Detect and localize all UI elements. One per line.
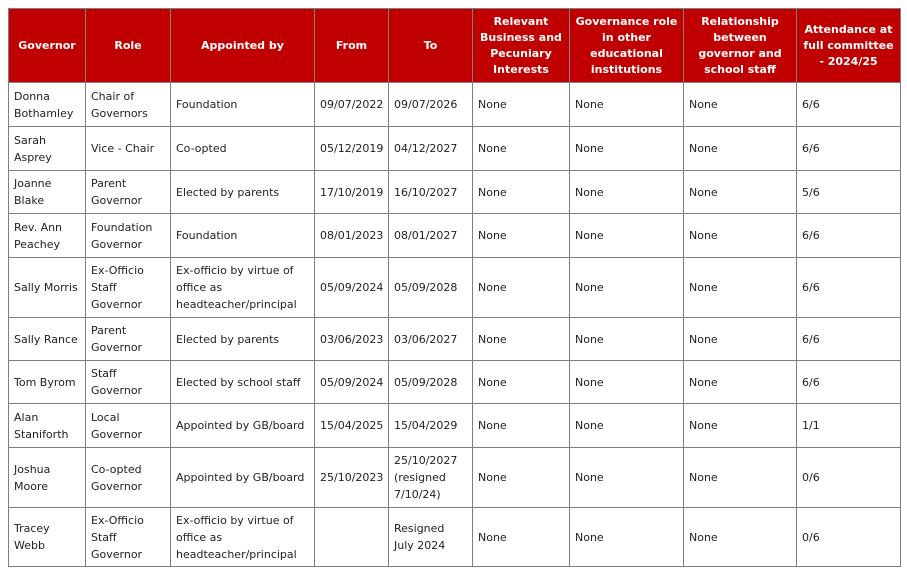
cell-role: Ex-Officio Staff Governor: [86, 258, 171, 318]
table-row: [9, 448, 901, 508]
cell-governor: Sally Rance: [9, 318, 86, 361]
table-row: [9, 318, 901, 361]
cell-role: Vice - Chair: [86, 127, 171, 171]
cell-governor: Tom Byrom: [9, 361, 86, 404]
cell-governor: Sally Morris: [9, 258, 86, 318]
cell-governance-role: None: [570, 127, 684, 171]
cell-business-interests: None: [473, 508, 570, 567]
cell-appointed-by: Ex-officio by virtue of office as headteacher/principal: [171, 258, 315, 318]
table-row: [9, 83, 901, 127]
table-row: [9, 127, 901, 171]
cell-governor: Sarah Asprey: [9, 127, 86, 171]
cell-governor: Joshua Moore: [9, 448, 86, 508]
cell-business-interests: None: [473, 318, 570, 361]
cell-to: 25/10/2027 (resigned 7/10/24): [389, 448, 473, 508]
cell-attendance: 6/6: [797, 214, 901, 258]
header-governor: Governor: [9, 9, 86, 83]
cell-to: Resigned July 2024: [389, 508, 473, 567]
header-role: Role: [86, 9, 171, 83]
cell-relationship: None: [684, 361, 797, 404]
cell-appointed-by: Co-opted: [171, 127, 315, 171]
cell-to: 05/09/2028: [389, 361, 473, 404]
cell-from: 17/10/2019: [315, 171, 389, 214]
cell-governance-role: None: [570, 318, 684, 361]
cell-attendance: 0/6: [797, 508, 901, 567]
cell-to: 04/12/2027: [389, 127, 473, 171]
cell-business-interests: None: [473, 83, 570, 127]
cell-business-interests: None: [473, 127, 570, 171]
cell-from: 08/01/2023: [315, 214, 389, 258]
cell-governor: Joanne Blake: [9, 171, 86, 214]
cell-role: Parent Governor: [86, 318, 171, 361]
cell-appointed-by: Foundation: [171, 83, 315, 127]
cell-role: Ex-Officio Staff Governor: [86, 508, 171, 567]
table-row: [9, 171, 901, 214]
cell-governance-role: None: [570, 258, 684, 318]
cell-attendance: 6/6: [797, 361, 901, 404]
cell-appointed-by: Appointed by GB/board: [171, 404, 315, 448]
cell-from: 25/10/2023: [315, 448, 389, 508]
cell-to: 09/07/2026: [389, 83, 473, 127]
cell-governance-role: None: [570, 171, 684, 214]
cell-governance-role: None: [570, 361, 684, 404]
cell-role: Chair of Governors: [86, 83, 171, 127]
cell-from: 03/06/2023: [315, 318, 389, 361]
cell-appointed-by: Elected by parents: [171, 171, 315, 214]
cell-business-interests: None: [473, 171, 570, 214]
table-row: [9, 404, 901, 448]
cell-governance-role: None: [570, 448, 684, 508]
cell-governor: Alan Staniforth: [9, 404, 86, 448]
cell-to: 15/04/2029: [389, 404, 473, 448]
cell-from: 05/12/2019: [315, 127, 389, 171]
cell-appointed-by: Foundation: [171, 214, 315, 258]
header-governance-role: Governance role in other educational institutions: [570, 9, 684, 83]
cell-business-interests: None: [473, 214, 570, 258]
cell-from: 05/09/2024: [315, 361, 389, 404]
cell-relationship: None: [684, 83, 797, 127]
cell-relationship: None: [684, 127, 797, 171]
table-row: [9, 214, 901, 258]
governors-table-container: [8, 8, 901, 567]
cell-from: 09/07/2022: [315, 83, 389, 127]
header-appointed-by: Appointed by: [171, 9, 315, 83]
cell-appointed-by: Elected by parents: [171, 318, 315, 361]
table-row: [9, 508, 901, 567]
cell-role: Staff Governor: [86, 361, 171, 404]
cell-appointed-by: Elected by school staff: [171, 361, 315, 404]
cell-role: Parent Governor: [86, 171, 171, 214]
cell-appointed-by: Ex-officio by virtue of office as headteacher/principal: [171, 508, 315, 567]
cell-relationship: None: [684, 404, 797, 448]
cell-governor: Rev. Ann Peachey: [9, 214, 86, 258]
cell-relationship: None: [684, 258, 797, 318]
table-row: [9, 361, 901, 404]
cell-attendance: 1/1: [797, 404, 901, 448]
cell-business-interests: None: [473, 361, 570, 404]
cell-role: Local Governor: [86, 404, 171, 448]
cell-to: 05/09/2028: [389, 258, 473, 318]
cell-governor: Donna Bothamley: [9, 83, 86, 127]
cell-relationship: None: [684, 448, 797, 508]
table-header-row: [9, 9, 901, 83]
cell-attendance: 5/6: [797, 171, 901, 214]
cell-governor: Tracey Webb: [9, 508, 86, 567]
header-from: From: [315, 9, 389, 83]
cell-attendance: 6/6: [797, 258, 901, 318]
cell-appointed-by: Appointed by GB/board: [171, 448, 315, 508]
cell-relationship: None: [684, 508, 797, 567]
cell-relationship: None: [684, 214, 797, 258]
cell-governance-role: None: [570, 214, 684, 258]
cell-relationship: None: [684, 318, 797, 361]
header-relationship: Relationship between governor and school staff: [684, 9, 797, 83]
cell-attendance: 0/6: [797, 448, 901, 508]
cell-business-interests: None: [473, 258, 570, 318]
cell-role: Foundation Governor: [86, 214, 171, 258]
cell-attendance: 6/6: [797, 318, 901, 361]
cell-to: 08/01/2027: [389, 214, 473, 258]
cell-business-interests: None: [473, 404, 570, 448]
cell-relationship: None: [684, 171, 797, 214]
cell-from: 15/04/2025: [315, 404, 389, 448]
governors-table: [8, 8, 901, 567]
cell-attendance: 6/6: [797, 83, 901, 127]
cell-from: 05/09/2024: [315, 258, 389, 318]
cell-from: [315, 508, 389, 567]
header-business-interests: Relevant Business and Pecuniary Interests: [473, 9, 570, 83]
cell-attendance: 6/6: [797, 127, 901, 171]
cell-governance-role: None: [570, 508, 684, 567]
header-to: To: [389, 9, 473, 83]
header-attendance: Attendance at full committee - 2024/25: [797, 9, 901, 83]
table-row: [9, 258, 901, 318]
cell-governance-role: None: [570, 404, 684, 448]
cell-business-interests: None: [473, 448, 570, 508]
cell-governance-role: None: [570, 83, 684, 127]
cell-to: 16/10/2027: [389, 171, 473, 214]
cell-to: 03/06/2027: [389, 318, 473, 361]
cell-role: Co-opted Governor: [86, 448, 171, 508]
